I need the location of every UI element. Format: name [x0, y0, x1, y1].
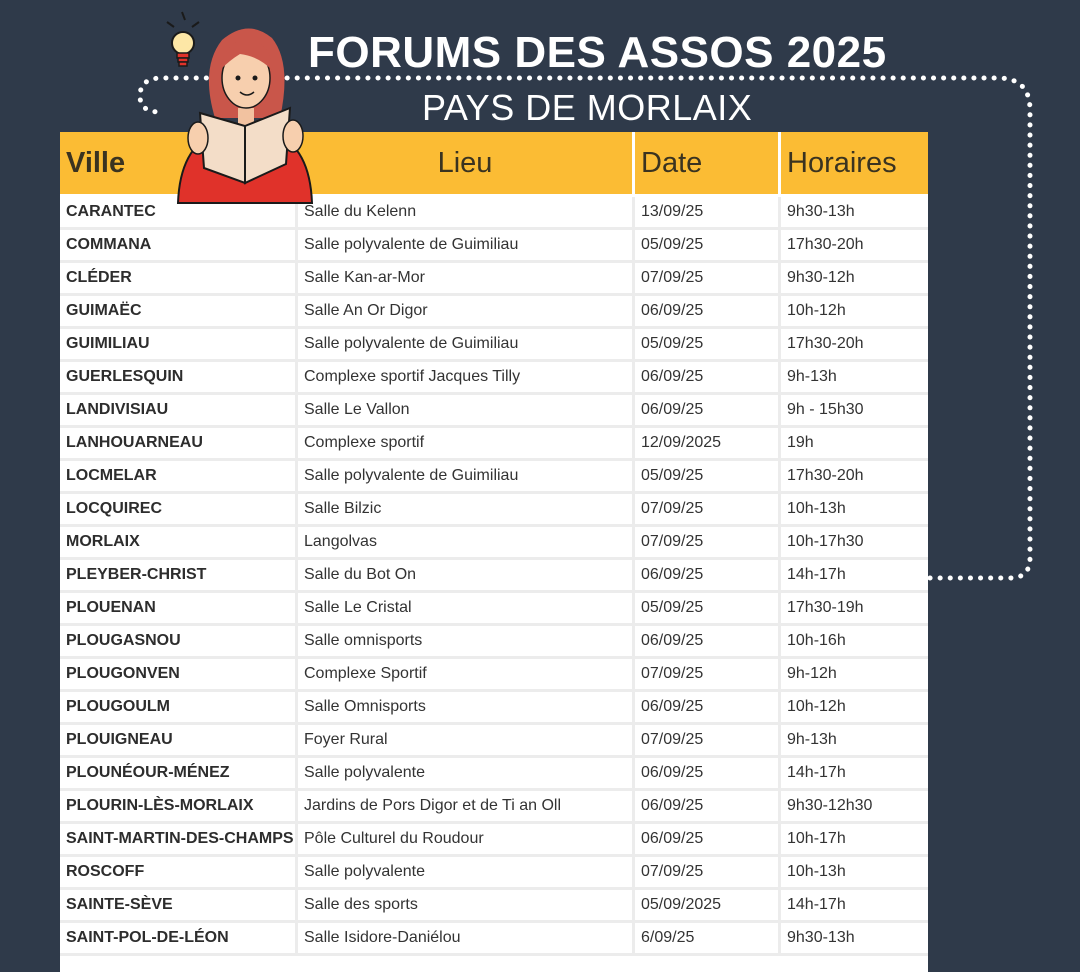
cell-date: 06/09/25: [635, 362, 781, 395]
cell-lieu: Salle Omnisports: [298, 692, 635, 725]
cell-horaires: 17h30-20h: [781, 329, 928, 362]
cell-ville: PLOUGOULM: [60, 692, 298, 725]
cell-horaires: 9h-13h: [781, 725, 928, 758]
table-row: [60, 593, 928, 626]
cell-lieu: Complexe sportif: [298, 428, 635, 461]
cell-lieu: Salle Bilzic: [298, 494, 635, 527]
cell-date: 05/09/25: [635, 461, 781, 494]
cell-lieu: Foyer Rural: [298, 725, 635, 758]
cell-lieu: Pôle Culturel du Roudour: [298, 824, 635, 857]
cell-ville: GUIMAËC: [60, 296, 298, 329]
cell-date: 07/09/25: [635, 494, 781, 527]
cell-ville: PLOUGASNOU: [60, 626, 298, 659]
cell-horaires: 17h30-19h: [781, 593, 928, 626]
cell-horaires: 10h-12h: [781, 296, 928, 329]
cell-horaires: 10h-13h: [781, 857, 928, 890]
cell-date: 07/09/25: [635, 527, 781, 560]
cell-horaires: 14h-17h: [781, 758, 928, 791]
table-row: [60, 824, 928, 857]
cell-lieu: Salle polyvalente: [298, 758, 635, 791]
cell-lieu: Salle Le Vallon: [298, 395, 635, 428]
column-header-ville: Ville: [60, 132, 298, 197]
cell-date: 07/09/25: [635, 263, 781, 296]
cell-ville: SAINT-MARTIN-DES-CHAMPS: [60, 824, 298, 857]
cell-date: 05/09/25: [635, 593, 781, 626]
woman-reading-illustration: [160, 8, 330, 223]
cell-horaires: 17h30-20h: [781, 230, 928, 263]
cell-lieu: Langolvas: [298, 527, 635, 560]
table-row: [60, 230, 928, 263]
cell-ville: LOCMELAR: [60, 461, 298, 494]
table-row: [60, 659, 928, 692]
forums-table-container: [60, 132, 928, 972]
cell-lieu: Salle polyvalente de Guimiliau: [298, 230, 635, 263]
table-row: [60, 791, 928, 824]
cell-lieu: Salle Le Cristal: [298, 593, 635, 626]
cell-ville: PLOUGONVEN: [60, 659, 298, 692]
cell-horaires: 9h30-12h30: [781, 791, 928, 824]
cell-date: 07/09/25: [635, 659, 781, 692]
cell-ville: SAINTE-SÈVE: [60, 890, 298, 923]
cell-horaires: 10h-13h: [781, 494, 928, 527]
cell-horaires: 9h-12h: [781, 659, 928, 692]
cell-lieu: Salle polyvalente de Guimiliau: [298, 461, 635, 494]
cell-ville: GUERLESQUIN: [60, 362, 298, 395]
cell-date: 06/09/25: [635, 692, 781, 725]
cell-horaires: 9h30-13h: [781, 923, 928, 956]
cell-lieu: Salle du Bot On: [298, 560, 635, 593]
cell-date: 06/09/25: [635, 395, 781, 428]
cell-date: 05/09/25: [635, 329, 781, 362]
table-row: [60, 296, 928, 329]
cell-ville: CLÉDER: [60, 263, 298, 296]
cell-date: 13/09/25: [635, 197, 781, 230]
cell-ville: PLOUNÉOUR-MÉNEZ: [60, 758, 298, 791]
cell-ville: COMMANA: [60, 230, 298, 263]
cell-ville: CARANTEC: [60, 197, 298, 230]
cell-date: 06/09/25: [635, 296, 781, 329]
cell-horaires: 19h: [781, 428, 928, 461]
cell-ville: LANDIVISIAU: [60, 395, 298, 428]
cell-horaires: 10h-17h30: [781, 527, 928, 560]
cell-ville: PLOURIN-LÈS-MORLAIX: [60, 791, 298, 824]
table-row: [60, 692, 928, 725]
cell-horaires: 9h30-13h: [781, 197, 928, 230]
table-row: [60, 461, 928, 494]
column-header-horaires: Horaires: [781, 132, 928, 197]
cell-horaires: 10h-17h: [781, 824, 928, 857]
cell-ville: LOCQUIREC: [60, 494, 298, 527]
cell-date: 12/09/2025: [635, 428, 781, 461]
cell-horaires: 14h-17h: [781, 560, 928, 593]
cell-date: 05/09/25: [635, 230, 781, 263]
cell-ville: PLOUIGNEAU: [60, 725, 298, 758]
table-row: [60, 263, 928, 296]
table-row: [60, 362, 928, 395]
cell-lieu: Salle Kan-ar-Mor: [298, 263, 635, 296]
cell-lieu: Salle polyvalente de Guimiliau: [298, 329, 635, 362]
table-row: [60, 527, 928, 560]
table-row: [60, 329, 928, 362]
column-header-lieu: Lieu: [298, 132, 635, 197]
cell-lieu: Salle Isidore-Daniélou: [298, 923, 635, 956]
cell-date: 06/09/25: [635, 626, 781, 659]
table-row: [60, 395, 928, 428]
cell-date: 07/09/25: [635, 857, 781, 890]
cell-ville: SAINT-POL-DE-LÉON: [60, 923, 298, 956]
forums-table: [60, 132, 928, 956]
column-header-date: Date: [635, 132, 781, 197]
cell-lieu: Complexe sportif Jacques Tilly: [298, 362, 635, 395]
cell-lieu: Salle des sports: [298, 890, 635, 923]
cell-date: 06/09/25: [635, 824, 781, 857]
cell-ville: PLOUENAN: [60, 593, 298, 626]
lightbulb-icon: [167, 12, 199, 66]
cell-date: 07/09/25: [635, 725, 781, 758]
cell-ville: PLEYBER-CHRIST: [60, 560, 298, 593]
cell-lieu: Salle du Kelenn: [298, 197, 635, 230]
cell-lieu: Salle omnisports: [298, 626, 635, 659]
table-row: [60, 428, 928, 461]
cell-date: 06/09/25: [635, 560, 781, 593]
table-row: [60, 725, 928, 758]
cell-horaires: 9h - 15h30: [781, 395, 928, 428]
woman-reading-icon: [178, 28, 312, 203]
cell-date: 6/09/25: [635, 923, 781, 956]
cell-date: 05/09/2025: [635, 890, 781, 923]
cell-date: 06/09/25: [635, 791, 781, 824]
cell-horaires: 9h-13h: [781, 362, 928, 395]
table-row: [60, 494, 928, 527]
table-row: [60, 857, 928, 890]
table-row: [60, 560, 928, 593]
cell-horaires: 10h-12h: [781, 692, 928, 725]
page-title: FORUMS DES ASSOS 2025: [308, 28, 887, 77]
cell-lieu: Jardins de Pors Digor et de Ti an Oll: [298, 791, 635, 824]
cell-lieu: Complexe Sportif: [298, 659, 635, 692]
cell-horaires: 10h-16h: [781, 626, 928, 659]
cell-ville: MORLAIX: [60, 527, 298, 560]
cell-ville: GUIMILIAU: [60, 329, 298, 362]
cell-horaires: 17h30-20h: [781, 461, 928, 494]
cell-lieu: Salle An Or Digor: [298, 296, 635, 329]
cell-lieu: Salle polyvalente: [298, 857, 635, 890]
table-row: [60, 890, 928, 923]
page-subtitle: PAYS DE MORLAIX: [422, 87, 753, 128]
cell-ville: LANHOUARNEAU: [60, 428, 298, 461]
table-row: [60, 923, 928, 956]
table-row: [60, 626, 928, 659]
cell-ville: ROSCOFF: [60, 857, 298, 890]
table-row: [60, 758, 928, 791]
cell-date: 06/09/25: [635, 758, 781, 791]
cell-horaires: 14h-17h: [781, 890, 928, 923]
cell-horaires: 9h30-12h: [781, 263, 928, 296]
